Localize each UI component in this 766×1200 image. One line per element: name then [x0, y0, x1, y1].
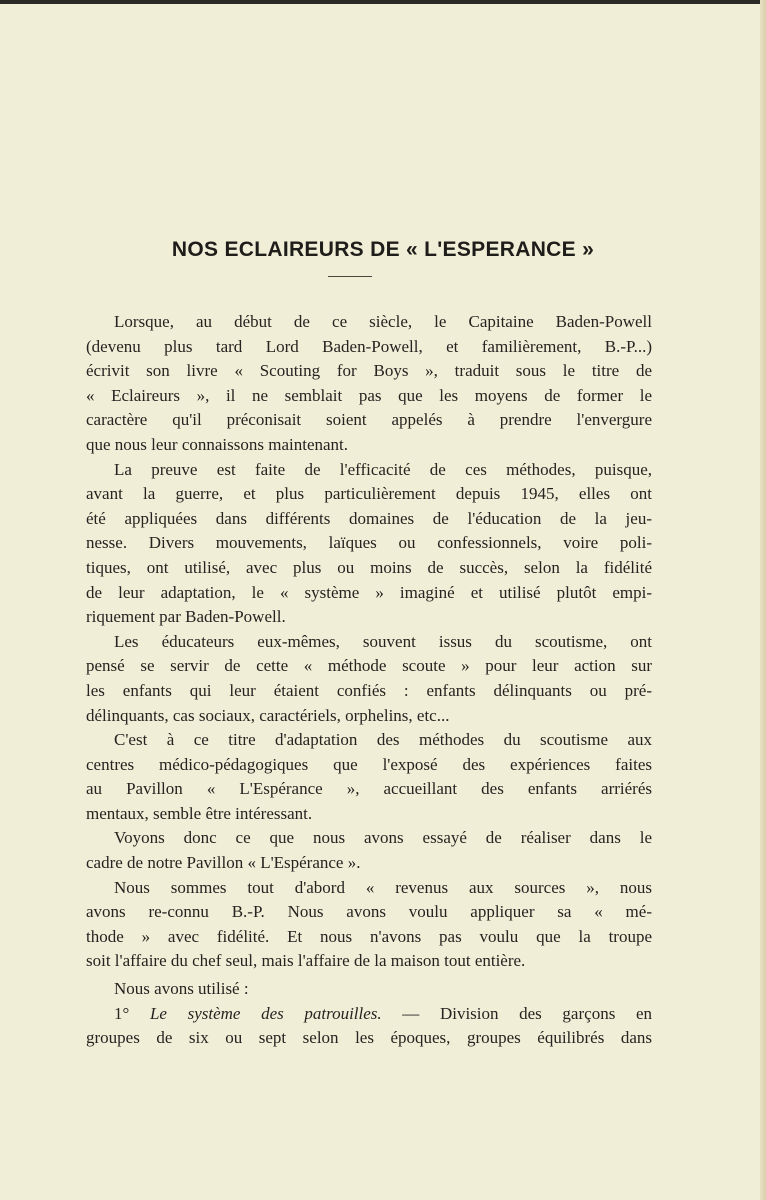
text-line: [86, 359, 652, 384]
text-line: [86, 507, 652, 532]
line-text: Lorsque, au début de ce siècle, le Capitaine Baden-Powell: [114, 312, 652, 331]
text-line: [86, 704, 652, 729]
text-line: [86, 925, 652, 950]
line-text: nesse. Divers mouvements, laïques ou confessionnels, voire poli-: [86, 533, 652, 553]
line-text: — Division des garçons en: [381, 1003, 652, 1023]
line-text: avant la guerre, et plus particulièrement depuis 1945, elles ont: [86, 484, 652, 504]
text-line: [86, 753, 652, 778]
line-text: (devenu plus tard Lord Baden-Powell, et familièrement, B.-P...): [86, 336, 652, 356]
text-line: [86, 1002, 652, 1027]
text-line: [86, 458, 652, 483]
text-line: [86, 802, 652, 827]
text-line: [86, 581, 652, 606]
line-text: au Pavillon « L'Espérance », accueillant des enfants arriérés: [86, 779, 652, 799]
text-line: [86, 851, 652, 876]
text-line: [86, 630, 652, 655]
line-text: riquement par Baden-Powell.: [86, 607, 286, 627]
italic-heading: Le système des patrouilles.: [149, 1003, 382, 1023]
list-number: 1°: [114, 1003, 150, 1023]
text-line: [86, 433, 652, 458]
text-line: [86, 556, 652, 581]
text-line: [86, 310, 652, 335]
text-line: [86, 482, 652, 507]
body-text: [86, 310, 652, 1051]
text-line: [86, 728, 652, 753]
line-text: pensé se servir de cette « méthode scoute » pour leur action sur: [86, 656, 652, 676]
text-line: [86, 654, 652, 679]
title-rule: [328, 276, 372, 277]
text-line: [86, 777, 652, 802]
text-line: [86, 876, 652, 901]
line-text: que nous leur connaissons maintenant.: [86, 434, 349, 454]
page-right-edge: [760, 0, 766, 1200]
text-line: [86, 1026, 652, 1051]
line-text: C'est à ce titre d'adaptation des méthodes du scoutisme aux: [114, 730, 652, 750]
text-line: [86, 977, 652, 1002]
line-text: Nous sommes tout d'abord « revenus aux sources », nous: [114, 877, 652, 897]
text-line: [86, 605, 652, 630]
line-text: les enfants qui leur étaient confiés : enfants délinquants ou pré-: [86, 680, 652, 700]
line-text: « Eclaireurs », il ne semblait pas que les moyens de former le: [86, 385, 652, 405]
line-text: Voyons donc ce que nous avons essayé de réaliser dans le: [114, 828, 652, 848]
text-line: [86, 679, 652, 704]
page-top-edge: [0, 0, 766, 4]
text-line: [86, 949, 652, 974]
line-text: tiques, ont utilisé, avec plus ou moins de succès, selon la fidélité: [86, 557, 652, 577]
line-text: groupes de six ou sept selon les époques, groupes équilibrés dans: [86, 1028, 652, 1048]
line-text: été appliquées dans différents domaines de l'éducation de la jeu-: [86, 508, 652, 528]
line-text: avons re-connu B.-P. Nous avons voulu appliquer sa « mé-: [86, 902, 652, 922]
text-line: [86, 408, 652, 433]
line-text: cadre de notre Pavillon « L'Espérance ».: [86, 853, 361, 873]
text-line: [86, 384, 652, 409]
line-text: Les éducateurs eux-mêmes, souvent issus du scoutisme, ont: [114, 631, 652, 651]
line-text: soit l'affaire du chef seul, mais l'affaire de la maison tout entière.: [86, 951, 526, 971]
text-line: [86, 335, 652, 360]
line-text: de leur adaptation, le « système » imaginé et utilisé plutôt empi-: [86, 582, 652, 602]
text-line: [86, 900, 652, 925]
line-text: écrivit son livre « Scouting for Boys », traduit sous le titre de: [86, 361, 652, 381]
line-text: thode » avec fidélité. Et nous n'avons pas voulu que la troupe: [86, 926, 652, 946]
line-text: centres médico-pédagogiques que l'exposé des expériences faites: [86, 754, 652, 774]
page-title: NOS ECLAIREURS DE « L'ESPERANCE »: [171, 238, 595, 261]
line-text: Nous avons utilisé :: [114, 979, 249, 999]
text-line: [86, 531, 652, 556]
line-text: mentaux, semble être intéressant.: [86, 803, 313, 823]
line-text: délinquants, cas sociaux, caractériels, orphelins, etc...: [86, 705, 450, 725]
line-text: La preuve est faite de l'efficacité de ces méthodes, puisque,: [114, 459, 652, 479]
line-text: caractère qu'il préconisait soient appelés à prendre l'envergure: [86, 410, 652, 430]
text-line: [86, 826, 652, 851]
